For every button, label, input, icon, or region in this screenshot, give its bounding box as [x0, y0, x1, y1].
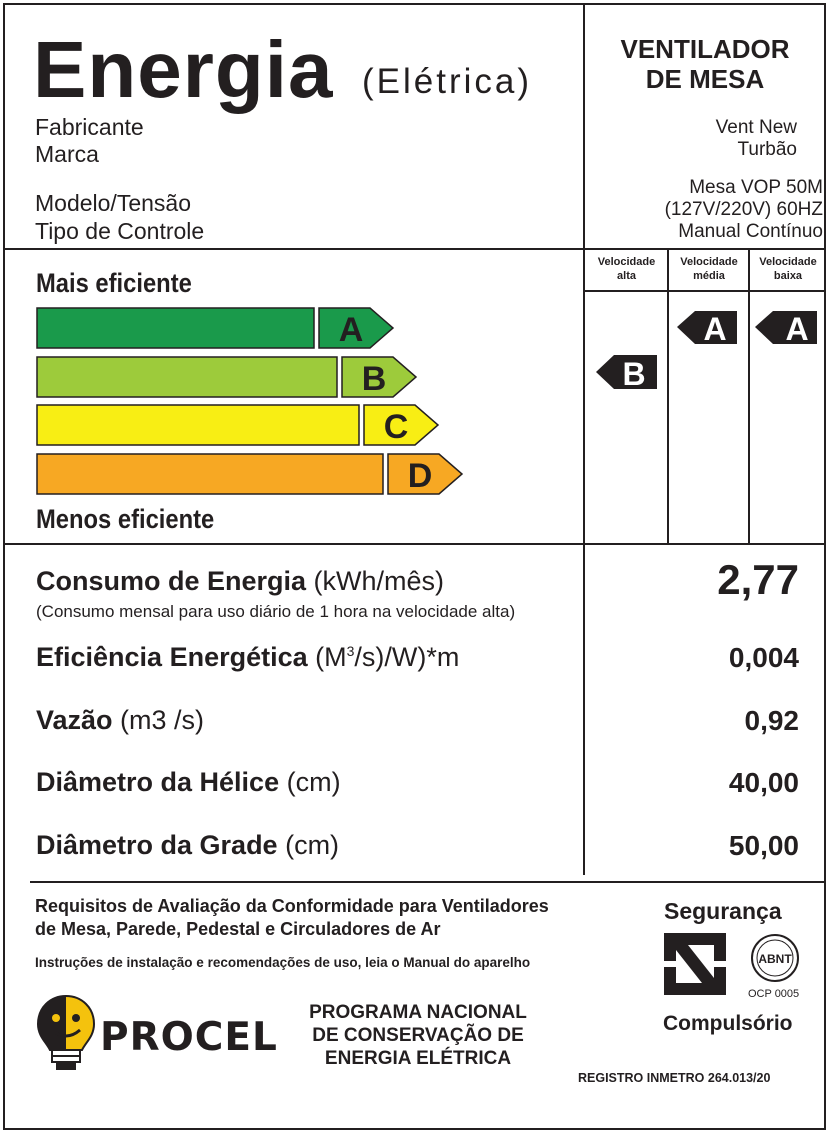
bar-c-letter: C — [383, 408, 409, 446]
product-type-line2: DE MESA — [645, 64, 765, 94]
info-value-tensao: (127V/220V) 60HZ — [664, 199, 823, 220]
metric-grade-value: 50,00 — [728, 830, 799, 861]
bar-d — [37, 454, 462, 495]
metric-consumo-label: Consumo de Energia (kWh/mês) — [36, 566, 445, 596]
programa-line3: ENERGIA ELÉTRICA — [324, 1048, 512, 1069]
compulsorio-text: Compulsório — [663, 1012, 793, 1035]
col-alta-header-line1: Velocidade — [597, 256, 656, 268]
info-value-fabricante: Vent New — [715, 117, 797, 138]
metrics-bottom-rule — [30, 881, 826, 883]
info-value-modelo: Mesa VOP 50M — [689, 177, 823, 198]
metric-consumo-note: (Consumo mensal para uso diário de 1 hora na velocidade alta) — [36, 602, 516, 621]
scale-bottom-rule — [3, 543, 826, 545]
scale-top-label: Mais eficiente — [36, 268, 192, 298]
seguranca-text: Segurança — [664, 898, 782, 924]
procel-wordmark: PROCEL — [100, 1015, 278, 1060]
bar-c-fill — [37, 405, 359, 445]
info-label-controle: Tipo de Controle — [35, 218, 205, 244]
label-title: Energia — [33, 25, 334, 114]
col-media-header-line1: Velocidade — [680, 256, 738, 268]
metric-helice-label: Diâmetro da Hélice (cm) — [36, 767, 341, 797]
metric-vazao-value: 0,92 — [744, 705, 799, 736]
registro-inmetro: REGISTRO INMETRO 264.013/20 — [578, 1071, 771, 1085]
efficiency-bars — [0, 0, 470, 545]
bar-b-letter: B — [361, 360, 387, 398]
rating-alta-letter: B — [622, 356, 646, 392]
col-alta-header-line2: alta — [617, 270, 636, 282]
metric-vazao-label: Vazão (m3 /s) — [36, 705, 205, 735]
bar-c — [37, 405, 438, 446]
col-media-header-line2: média — [693, 270, 725, 282]
info-value-controle: Manual Contínuo — [678, 221, 823, 242]
ocp-text: OCP 0005 — [748, 988, 800, 1000]
metric-consumo-value: 2,77 — [717, 556, 799, 603]
bar-b-fill — [37, 357, 337, 397]
metric-eficiencia-value: 0,004 — [728, 642, 799, 673]
metric-eficiencia-label: Eficiência Energética $(M^3/s)/W)*m$ — [36, 642, 460, 672]
label-subtitle: (Elétrica) — [362, 62, 533, 101]
bar-d-fill — [37, 454, 383, 494]
req-line1: Requisitos de Avaliação da Conformidade para Ventiladores — [35, 896, 549, 916]
metrics-divider — [583, 545, 585, 875]
info-label-fabricante: Fabricante — [35, 114, 144, 140]
abnt-logo — [745, 933, 805, 985]
rating-marker-baixa — [755, 311, 817, 347]
programa-line1: PROGRAMA NACIONAL — [309, 1002, 527, 1023]
rating-media-letter: A — [703, 311, 727, 347]
procel-bulb-icon — [34, 992, 98, 1074]
bar-a-letter: A — [338, 311, 364, 349]
product-type-line1: VENTILADOR — [620, 34, 790, 64]
rating-markers — [584, 292, 826, 402]
metric-helice-value: 40,00 — [728, 767, 799, 798]
col-baixa-header-line1: Velocidade — [759, 256, 817, 268]
bar-b — [37, 357, 416, 398]
rating-baixa-letter: A — [785, 311, 809, 347]
col-baixa-header-line2: baixa — [773, 270, 803, 282]
abnt-logo-text: ABNT — [758, 952, 792, 966]
req-line2: de Mesa, Parede, Pedestal e Circuladores de Ar — [35, 919, 441, 939]
scale-bottom-label: Menos eficiente — [36, 504, 215, 534]
metric-grade-label: Diâmetro da Grade (cm) — [36, 830, 340, 860]
programa-line2: DE CONSERVAÇÃO DE — [312, 1025, 524, 1046]
inmetro-logo — [664, 933, 730, 997]
instrucoes-text: Instruções de instalação e recomendações de uso, leia o Manual do aparelho — [35, 955, 531, 970]
rating-marker-alta — [596, 355, 657, 392]
bar-a — [37, 308, 393, 349]
info-label-marca: Marca — [35, 141, 99, 167]
bar-d-letter: D — [407, 457, 433, 495]
bar-a-fill — [37, 308, 314, 348]
rating-marker-media — [677, 311, 737, 347]
info-value-marca: Turbão — [737, 139, 797, 160]
info-label-modelo: Modelo/Tensão — [35, 190, 191, 216]
